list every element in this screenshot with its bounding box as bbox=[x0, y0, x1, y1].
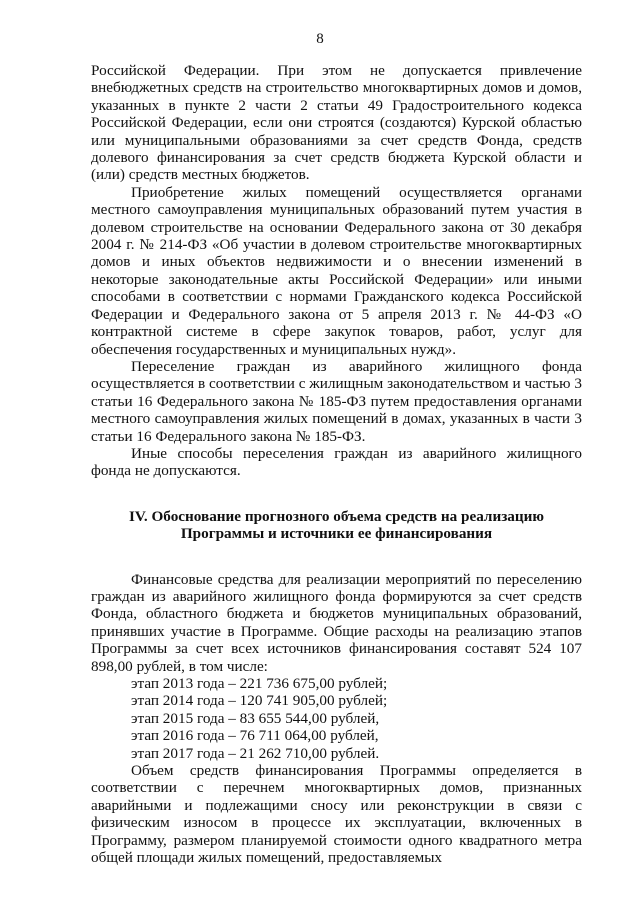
paragraph-continuation: Российской Федерации. При этом не допускается привлечение внебюджетных средств на строительство многоквартирных домов и домов, указанных в пункте 2 части 2 статьи 49 Градостроительного кодекса Российской Федерации, если они строятся (создаются) Курской областью или муниципальными образованиями за счет средств Фонда, средств долевого финансирования за счет средств бюджета Курской области и (или) средств местных бюджетов. bbox=[91, 62, 582, 184]
paragraph-financing-intro: Финансовые средства для реализации мероприятий по переселению граждан из аварийного жилищного фонда формируются за счет средств Фонда, областного бюджета и бюджетов муниципальных образований, принявших участие в Программе. Общие расходы на реализацию этапов Программы за счет всех источников финансирования составят 524 107 898,00 рублей, в том числе: bbox=[91, 570, 582, 675]
section-heading bbox=[91, 508, 582, 543]
section-heading-line-1: IV. Обоснование прогнозного объема средств на реализацию bbox=[128, 507, 545, 525]
paragraph-other-methods: Иные способы переселения граждан из аварийного жилищного фонда не допускаются. bbox=[91, 444, 582, 480]
paragraph-financing-volume: Объем средств финансирования Программы определяется в соответствии с перечнем многоквартирных домов, признанных аварийными и подлежащими сносу или реконструкции в связи с физическим износом в процессе их эксплуатации, включенных в Программу, размером планируемой стоимости одного квадратного метра общей площади жилых помещений, предоставляемых bbox=[91, 762, 582, 867]
page-number: 8 bbox=[316, 31, 324, 47]
paragraph-acquisition: Приобретение жилых помещений осуществляется органами местного самоуправления муниципальных образований путем участия в долевом строительстве на основании Федерального закона от 30 декабря 2004 г. № 214-ФЗ «Об участии в долевом строительстве многоквартирных домов и иных объектов недвижимости и о внесении изменений в некоторые законодательные акты Российской Федерации» или иными способами в соответствии с нормами Гражданского кодекса Российской Федерации и Федерального закона от 5 апреля 2013 г. № 44-ФЗ «О контрактной системе в сфере закупок товаров, работ, услуг для обеспечения государственных и муниципальных нужд». bbox=[91, 183, 582, 358]
stage-item-2016: этап 2016 года – 76 711 064,00 рублей, bbox=[131, 727, 379, 745]
stage-list bbox=[91, 675, 582, 762]
paragraph-resettlement: Переселение граждан из аварийного жилищного фонда осуществляется в соответствии с жилищным законодательством и частью 3 статьи 16 Федерального закона № 185-ФЗ путем предоставления органами местного самоуправления жилых помещений в домах, указанных в части 3 статьи 16 Федерального закона № 185-ФЗ. bbox=[91, 357, 582, 445]
document-body bbox=[91, 62, 582, 866]
stage-item-2015: этап 2015 года – 83 655 544,00 рублей, bbox=[131, 709, 380, 727]
stage-item-2017: этап 2017 года – 21 262 710,00 рублей. bbox=[131, 744, 380, 762]
stage-item-2013: этап 2013 года – 221 736 675,00 рублей; bbox=[131, 675, 388, 692]
section-heading-line-2: Программы и источники ее финансирования bbox=[180, 525, 493, 543]
stage-item-2014: этап 2014 года – 120 741 905,00 рублей; bbox=[131, 692, 388, 710]
